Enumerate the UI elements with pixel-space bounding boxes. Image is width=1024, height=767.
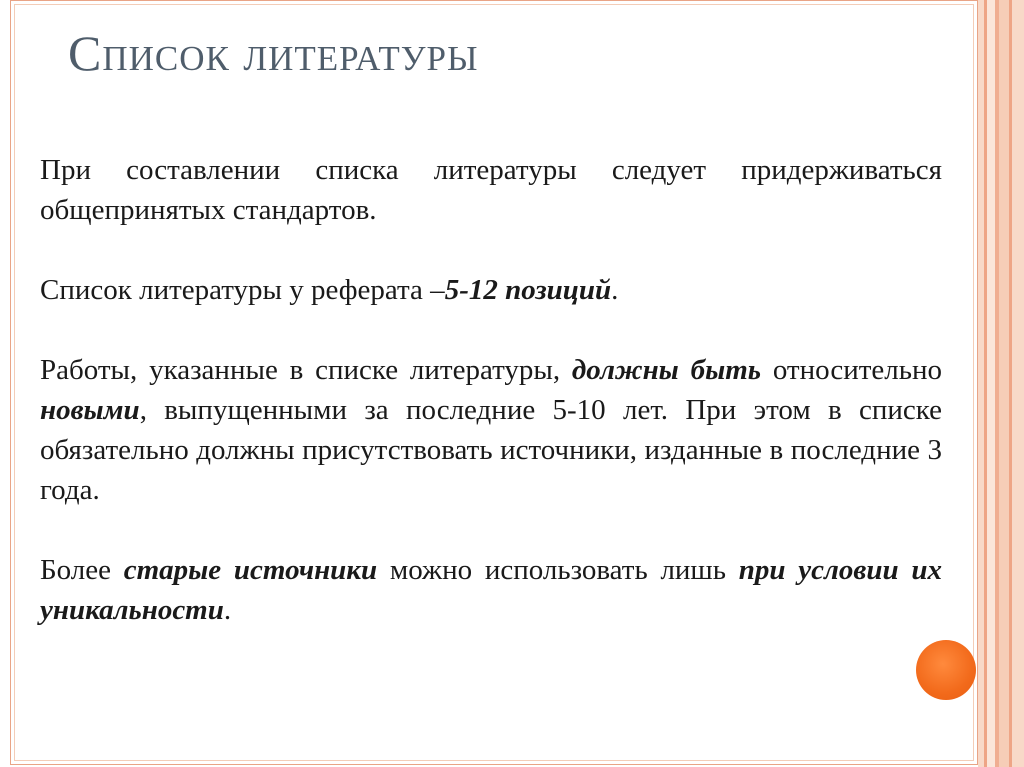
old-sources-text-3: . — [223, 594, 232, 626]
slide-title: Список литературы — [68, 25, 479, 81]
positions-text: Список литературы у реферата – — [40, 274, 445, 306]
new-works-text-1: Работы, указанные в списке литературы, — [40, 354, 572, 386]
slide-body — [40, 150, 942, 670]
orange-circle-decoration — [916, 640, 976, 700]
positions-emphasis: 5-12 позиций — [444, 274, 612, 306]
new-works-text-3: , выпущенными за последние 5-10 лет. При этом в списке обязательно должны присутствовать источники, изданные в последние 3 года. — [40, 394, 942, 506]
paragraph-new-works — [40, 350, 942, 510]
paragraph-standards-text: При составлении списка литературы следует придерживаться общепринятых стандартов. — [40, 154, 942, 226]
old-sources-text-1: Более — [40, 554, 124, 586]
positions-end: . — [611, 274, 619, 306]
paragraph-standards — [40, 150, 942, 230]
paragraph-old-sources — [40, 550, 942, 630]
old-sources-text-2: можно использовать лишь — [377, 554, 739, 586]
old-sources-emphasis-2: при условии их уникальности — [40, 554, 942, 626]
new-works-emphasis-2: новыми — [40, 394, 140, 426]
old-sources-emphasis-1: старые источники — [123, 554, 378, 586]
new-works-emphasis-1: должны быть — [571, 354, 762, 386]
new-works-text-2: относительно — [761, 354, 943, 386]
paragraph-positions — [40, 270, 942, 310]
decorative-stripes — [978, 0, 1024, 767]
